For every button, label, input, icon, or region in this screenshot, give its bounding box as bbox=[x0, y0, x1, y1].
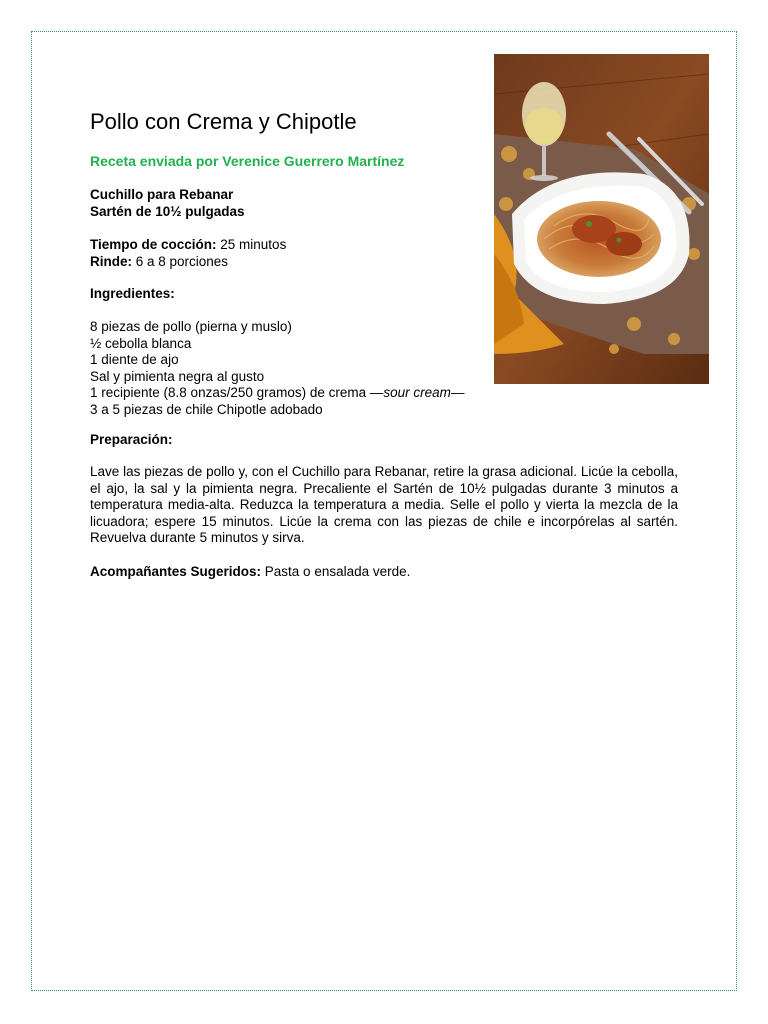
ingredient-item: Sal y pimienta negra al gusto bbox=[90, 368, 265, 384]
preparation-text: Lave las piezas de pollo y, con el Cuchillo para Rebanar, retire la grasa adicional. Licúe la cebolla, el ajo, la sal y la pimienta negra. Precaliente el Sartén de 10½ pulgadas durante 3 minutos a temperatura media-alta. Reduzca la temperatura a media. Selle el pollo y vierta la mezcla de la licuadora; espere 15 minutos. Licúe la crema con las piezas de chile e incorpórelas al sartén. Revuelva durante 5 minutos y sirva. bbox=[90, 464, 678, 545]
sides-label: Acompañantes Sugeridos: bbox=[90, 564, 262, 579]
yield bbox=[90, 254, 286, 271]
tool-item: Sartén de 10½ pulgadas bbox=[90, 203, 245, 219]
ingredient-item: 3 a 5 piezas de chile Chipotle adobado bbox=[90, 401, 323, 417]
dish-photo bbox=[494, 54, 709, 384]
ingredient-item: ½ cebolla blanca bbox=[90, 335, 192, 351]
tool-item: Cuchillo para Rebanar bbox=[90, 187, 234, 202]
ingredient-item: 8 piezas de pollo (pierna y muslo) bbox=[90, 319, 292, 334]
cream-italic: sour cream bbox=[383, 385, 451, 400]
recipe-meta bbox=[90, 237, 286, 270]
yield-value: 6 a 8 porciones bbox=[132, 253, 229, 269]
cook-time-label: Tiempo de cocción: bbox=[90, 237, 217, 252]
sides bbox=[90, 564, 410, 581]
ingredient-item: 1 diente de ajo bbox=[90, 352, 179, 367]
sides-line bbox=[90, 564, 410, 581]
yield-label: Rinde: bbox=[90, 253, 132, 269]
ingredients-heading: Ingredientes: bbox=[90, 286, 175, 301]
cook-time bbox=[90, 237, 286, 254]
recipe-title: Pollo con Crema y Chipotle bbox=[90, 109, 357, 134]
sides-value: Pasta o ensalada verde. bbox=[261, 564, 411, 579]
tools-list bbox=[90, 187, 245, 220]
ingredients-list bbox=[90, 319, 464, 418]
recipe-byline: Receta enviada por Verenice Guerrero Martínez bbox=[90, 153, 405, 169]
cook-time-value: 25 minutos bbox=[216, 237, 287, 252]
cream-suffix: — bbox=[450, 385, 465, 400]
ingredient-item bbox=[90, 385, 464, 402]
preparation-heading: Preparación: bbox=[90, 432, 173, 447]
cream-prefix: 1 recipiente (8.8 onzas/250 gramos) de crema — bbox=[90, 385, 384, 400]
